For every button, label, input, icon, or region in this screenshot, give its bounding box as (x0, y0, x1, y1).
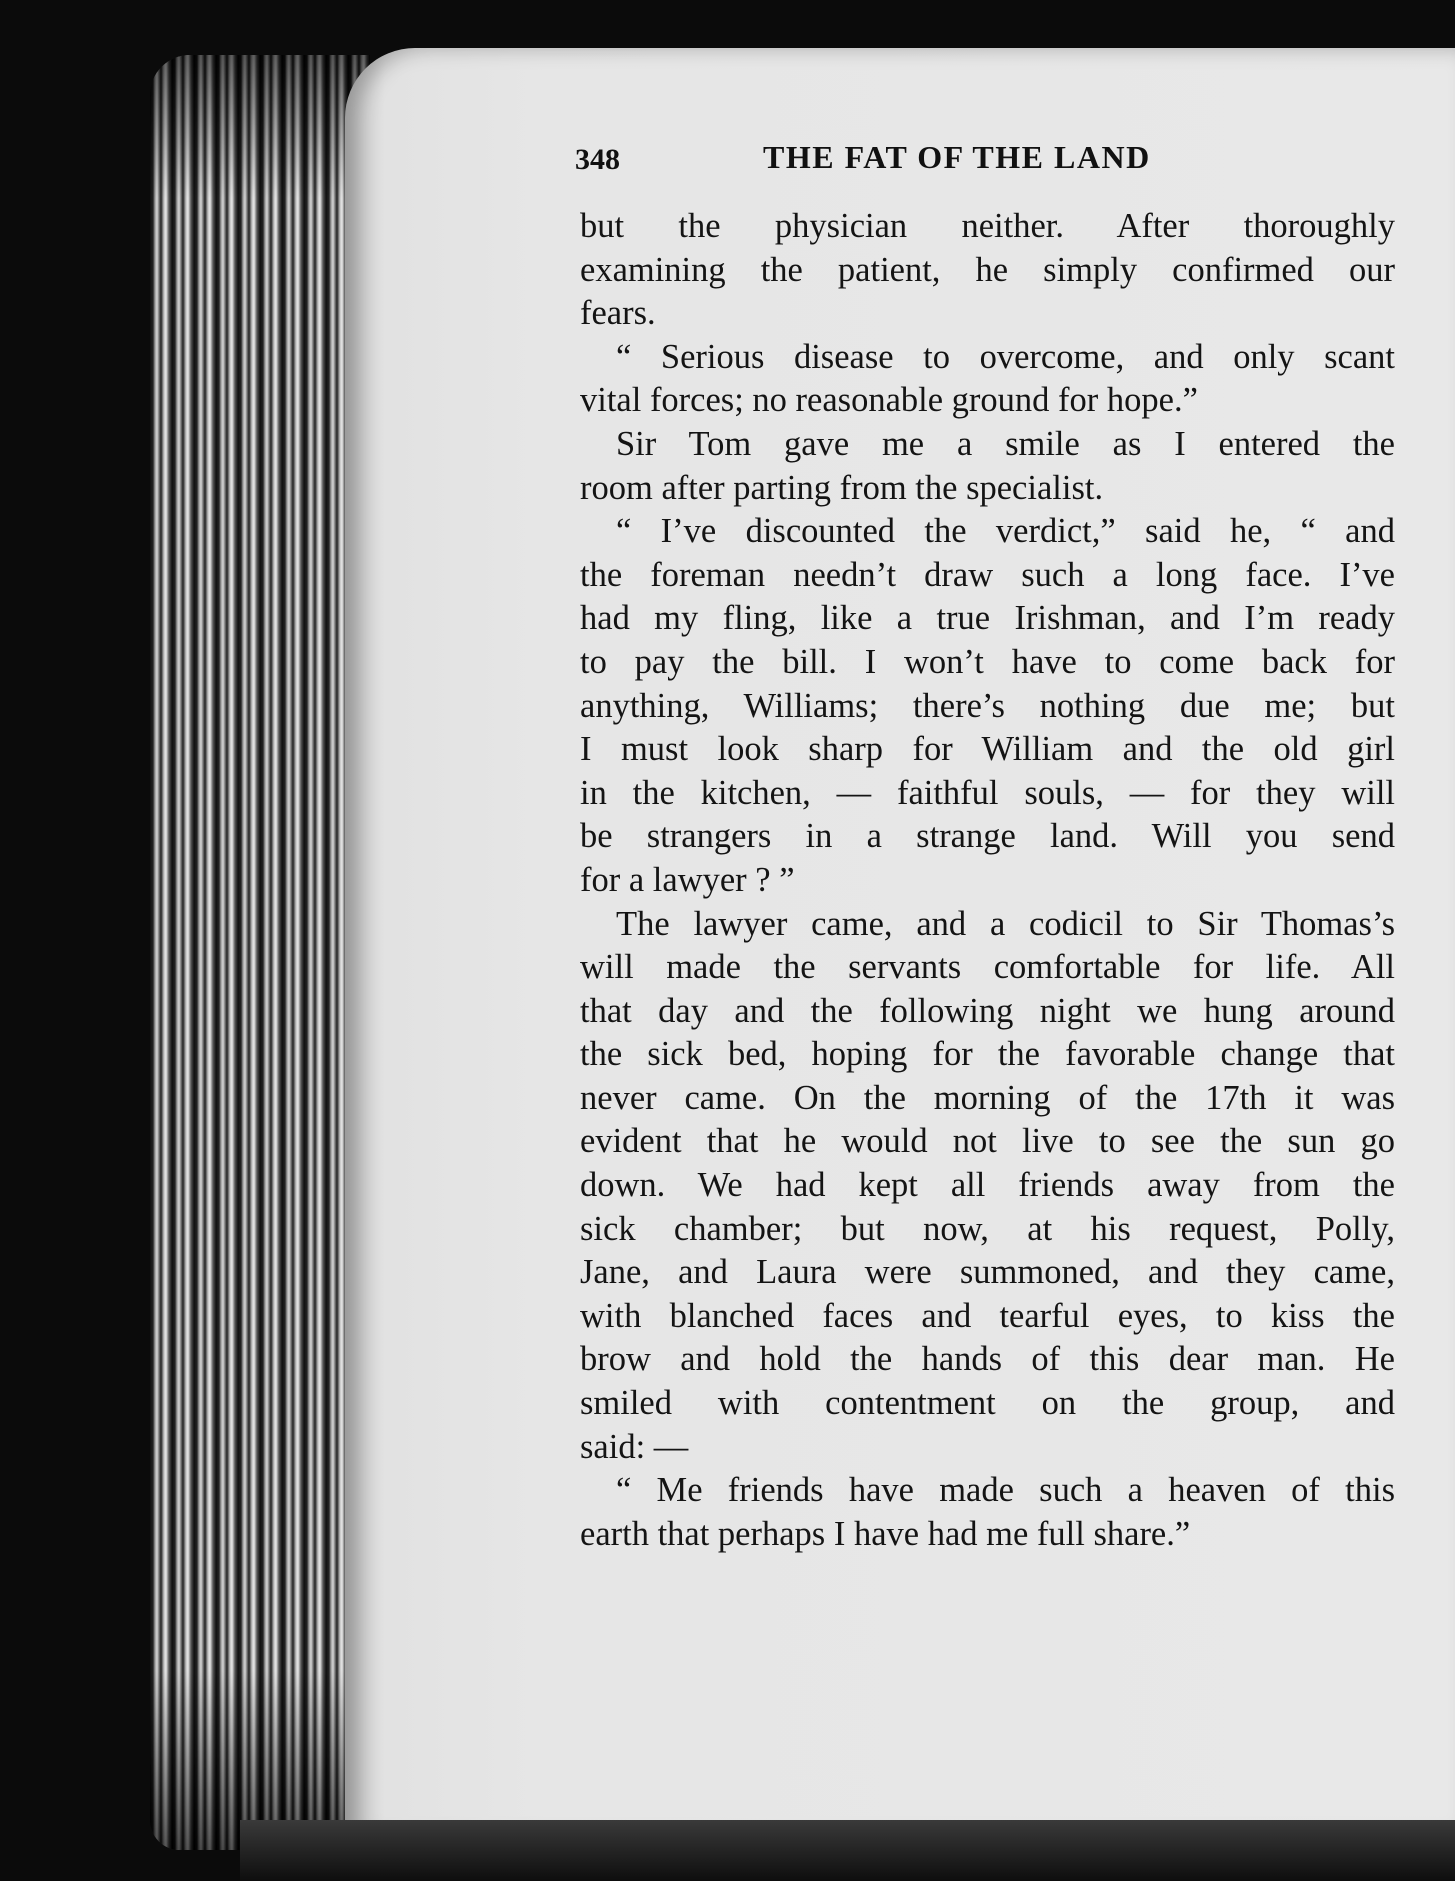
paragraph (580, 205, 1395, 336)
text-line: to pay the bill. I won’t have to come back for (580, 642, 1395, 681)
text-line: never came. On the morning of the 17th it was (580, 1078, 1395, 1117)
text-line: smiled with contentment on the group, and (580, 1384, 1395, 1423)
text-line: The lawyer came, and a codicil to Sir Thomas’s (616, 904, 1395, 943)
text-line: anything, Williams; there’s nothing due me; but (580, 686, 1395, 725)
text-line: examining the patient, he simply confirmed our (580, 250, 1395, 289)
text-line: that day and the following night we hung around (580, 991, 1395, 1030)
running-title: THE FAT OF THE LAND (763, 139, 1151, 175)
paragraph (580, 1469, 1395, 1556)
text-line: “ Me friends have made such a heaven of this (616, 1471, 1395, 1510)
text-line: earth that perhaps I have had me full share.” (580, 1514, 1191, 1553)
text-line: will made the servants comfortable for life. All (580, 948, 1395, 987)
text-line: brow and hold the hands of this dear man. He (580, 1340, 1395, 1379)
text-line: Sir Tom gave me a smile as I entered the (616, 424, 1395, 463)
paragraph (580, 903, 1395, 1470)
text-line: down. We had kept all friends away from the (580, 1166, 1395, 1205)
text-line: the sick bed, hoping for the favorable change that (580, 1035, 1395, 1074)
book-fore-edge (150, 55, 370, 1850)
text-line: “ I’ve discounted the verdict,” said he, “ and (616, 512, 1395, 551)
text-line: fears. (580, 294, 656, 333)
text-line: in the kitchen, — faithful souls, — for they will (580, 773, 1395, 812)
text-line: be strangers in a strange land. Will you send (580, 817, 1395, 856)
paragraph (580, 423, 1395, 510)
page-header (575, 135, 1215, 185)
text-line: vital forces; no reasonable ground for hope.” (580, 381, 1198, 420)
text-line: with blanched faces and tearful eyes, to kiss the (580, 1296, 1395, 1335)
page-bottom-shadow (240, 1820, 1455, 1881)
paragraph (580, 510, 1395, 902)
text-line: I must look sharp for William and the old girl (580, 730, 1395, 769)
text-line: the foreman needn’t draw such a long face. I’ve (580, 555, 1395, 594)
text-line: said: — (580, 1427, 689, 1466)
text-line: “ Serious disease to overcome, and only scant (616, 337, 1395, 376)
text-line: evident that he would not live to see the sun go (580, 1122, 1395, 1161)
text-line: for a lawyer ? ” (580, 860, 795, 899)
text-line: room after parting from the specialist. (580, 468, 1104, 507)
paragraph (580, 336, 1395, 423)
text-line: Jane, and Laura were summoned, and they came, (580, 1253, 1395, 1292)
text-line: sick chamber; but now, at his request, Polly, (580, 1209, 1395, 1248)
text-line: but the physician neither. After thoroughly (580, 207, 1395, 245)
text-line: had my fling, like a true Irishman, and I’m ready (580, 599, 1395, 638)
body-text (580, 205, 1395, 1556)
page-number: 348 (575, 143, 620, 176)
